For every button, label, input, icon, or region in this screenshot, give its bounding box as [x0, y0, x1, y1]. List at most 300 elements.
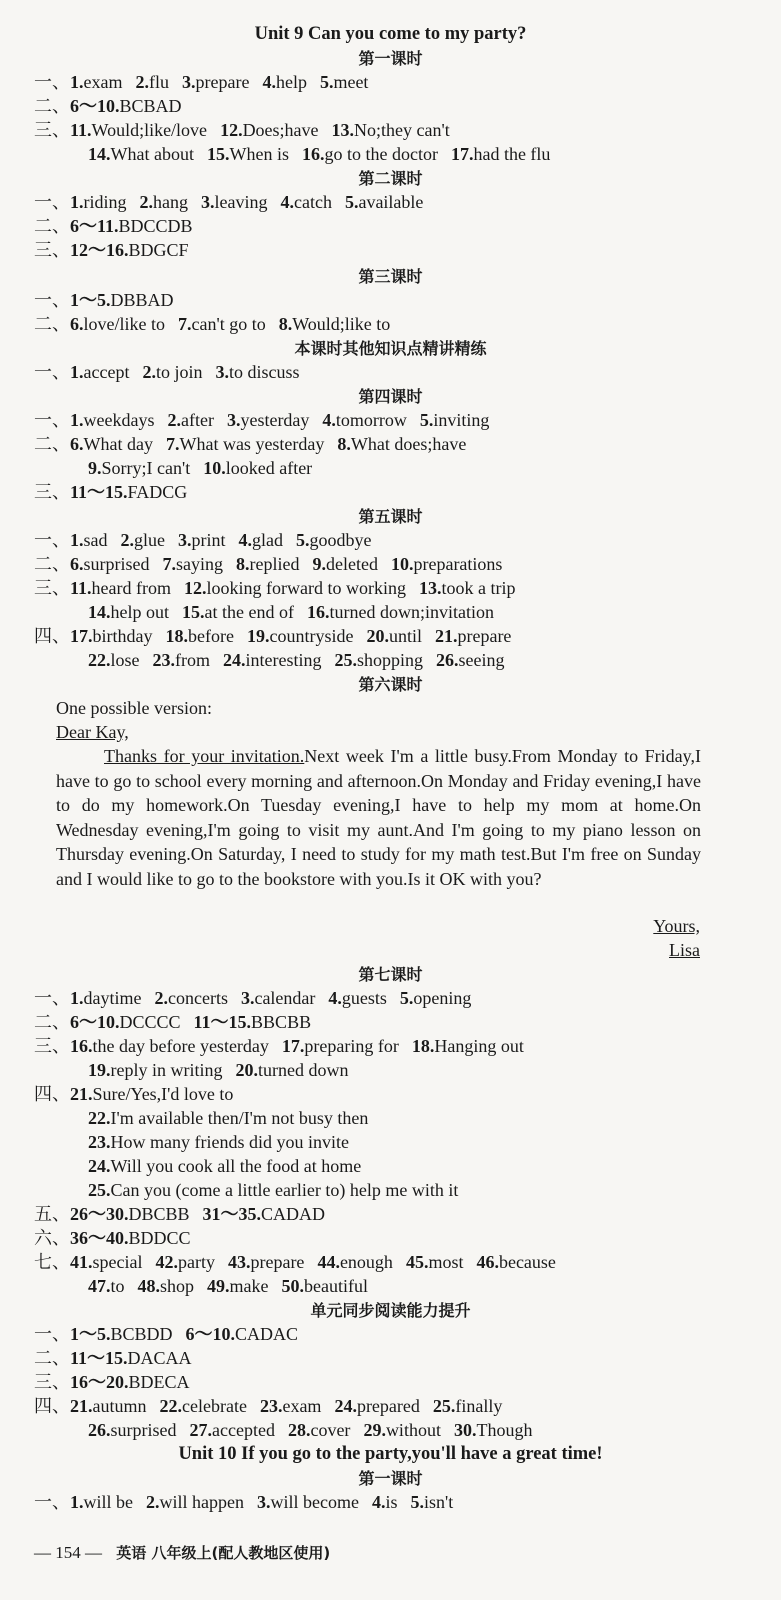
answer-item [236, 552, 299, 576]
answer-item [88, 456, 190, 480]
section-marker: 七、 [34, 1252, 70, 1273]
answer-text: BCBAD [119, 96, 182, 116]
answer-row [34, 1082, 781, 1107]
answer-item [70, 214, 193, 238]
answer-row [88, 600, 781, 624]
question-number: 6～11. [70, 216, 119, 236]
answer-item [135, 70, 169, 94]
answer-row [34, 1250, 781, 1275]
question-number: 46. [476, 1252, 499, 1272]
answer-text: CADAC [235, 1324, 299, 1344]
question-number: 22. [159, 1396, 182, 1416]
answer-item [235, 1058, 348, 1082]
answer-item [207, 142, 289, 166]
unit-10-lesson-1-title: 第一课时 [358, 1469, 423, 1488]
question-number: 20. [235, 1060, 258, 1080]
question-number: 30. [453, 1420, 477, 1440]
answer-text: turned down;invitation [329, 602, 494, 622]
question-number: 44. [317, 1252, 340, 1272]
question-number: 9. [88, 458, 102, 478]
answer-text: finally [455, 1396, 503, 1416]
answer-item [247, 624, 353, 648]
answer-text: to discuss [228, 362, 300, 382]
answer-item [140, 190, 189, 214]
answer-text: is [385, 1492, 398, 1512]
answer-item [257, 1490, 359, 1514]
answer-text: deleted [325, 554, 378, 574]
answer-item [70, 1202, 190, 1226]
answer-item [435, 624, 511, 648]
answer-text: When is [229, 144, 289, 164]
question-number: 2. [120, 530, 134, 550]
answer-text: will become [270, 1492, 359, 1512]
question-number: 22. [88, 650, 111, 670]
answer-item [70, 118, 207, 142]
answer-text: prepare [195, 72, 250, 92]
question-number: 1. [70, 530, 84, 550]
answer-text: heard from [91, 578, 171, 598]
question-number: 13. [331, 120, 355, 140]
question-number: 1. [70, 362, 84, 382]
answer-item [70, 1370, 190, 1394]
answer-item [366, 624, 422, 648]
answer-item [227, 408, 309, 432]
answer-item [436, 648, 504, 672]
answer-row [34, 1226, 781, 1251]
answer-item [241, 986, 315, 1010]
answer-row [34, 70, 781, 95]
answer-text: to join [155, 362, 203, 382]
answer-row [34, 432, 781, 457]
answer-text: go to the doctor [324, 144, 438, 164]
question-number: 43. [227, 1252, 251, 1272]
question-number: 5. [419, 410, 434, 430]
answer-text: riding [83, 192, 127, 212]
section-marker: 三、 [34, 578, 70, 599]
answer-text: Though [476, 1420, 533, 1440]
question-number: 17. [450, 144, 474, 164]
answer-text: glue [134, 530, 165, 550]
question-number: 45. [405, 1252, 429, 1272]
answer-text: prepare [457, 626, 512, 646]
answer-text: make [229, 1276, 269, 1296]
answer-item [146, 1490, 244, 1514]
answer-item [280, 190, 331, 214]
answer-text: sad [83, 530, 108, 550]
answer-text: meet [333, 72, 369, 92]
answer-text: surprised [110, 1420, 177, 1440]
question-number: 21. [70, 1396, 93, 1416]
answer-item [334, 648, 423, 672]
question-number: 25. [432, 1396, 456, 1416]
question-number: 20. [366, 626, 389, 646]
answer-text: will be [83, 1492, 133, 1512]
answer-text: before [188, 626, 234, 646]
section-marker: 三、 [34, 1036, 70, 1057]
unit-9-title: Unit 9 Can you come to my party? [254, 24, 527, 44]
answer-text: What about [110, 144, 194, 164]
answer-row [88, 1418, 781, 1442]
section-marker: 二、 [34, 434, 70, 455]
question-number: 5. [319, 72, 334, 92]
answer-text: countryside [269, 626, 354, 646]
lesson-3-title: 第三课时 [358, 267, 423, 286]
question-number: 23. [259, 1396, 283, 1416]
answer-text: print [191, 530, 226, 550]
extra-practice-title: 本课时其他知识点精讲精练 [294, 339, 487, 358]
section-marker: 三、 [34, 240, 70, 261]
answer-row [34, 576, 781, 601]
unit-10-title: Unit 10 If you go to the party,you'll have a great time! [178, 1444, 603, 1464]
answer-item [163, 552, 224, 576]
question-number: 11. [70, 578, 92, 598]
answer-text: after [180, 410, 214, 430]
question-number: 24. [334, 1396, 357, 1416]
question-number: 12～16. [70, 240, 129, 260]
page-number: — 154 — [34, 1543, 102, 1562]
lesson-1-title: 第一课时 [358, 49, 423, 68]
question-number: 17. [70, 626, 93, 646]
answer-row [34, 1322, 781, 1347]
section-marker: 一、 [34, 988, 70, 1009]
section-marker: 二、 [34, 554, 70, 575]
question-number: 1～5. [70, 1324, 111, 1344]
lesson-7-title: 第七课时 [358, 965, 423, 984]
answer-item [454, 1418, 533, 1442]
answer-item [307, 600, 494, 624]
answer-item [345, 190, 423, 214]
answer-text: Would;like to [292, 314, 391, 334]
question-number: 8. [337, 434, 351, 454]
question-number: 11～15. [70, 1348, 128, 1368]
answer-item [142, 360, 202, 384]
section-marker: 二、 [34, 1348, 70, 1369]
answer-item [201, 190, 267, 214]
question-number: 22. [88, 1108, 111, 1128]
answer-text: enough [339, 1252, 393, 1272]
answer-item [334, 1394, 419, 1418]
answer-text: looking forward to working [206, 578, 406, 598]
question-number: 5. [296, 530, 310, 550]
answer-item [88, 1058, 222, 1082]
question-number: 25. [334, 650, 357, 670]
answer-text: beautiful [304, 1276, 368, 1296]
answer-text: can't go to [191, 314, 266, 334]
answer-row [34, 1034, 781, 1059]
section-marker: 一、 [34, 290, 70, 311]
answer-row [34, 118, 781, 143]
question-number: 14. [88, 144, 111, 164]
reading-section-title: 单元同步阅读能力提升 [310, 1301, 471, 1320]
lesson-5-title: 第五课时 [358, 507, 423, 526]
section-marker: 一、 [34, 362, 70, 383]
question-number: 1. [70, 1492, 84, 1512]
question-number: 42. [155, 1252, 178, 1272]
answer-text: had the flu [473, 144, 551, 164]
answer-item [322, 408, 407, 432]
question-number: 26. [88, 1420, 111, 1440]
answer-text: What does;have [350, 434, 467, 454]
answer-item [70, 1082, 233, 1106]
answer-row [34, 480, 781, 505]
answer-text: shop [160, 1276, 195, 1296]
question-number: 11～15. [70, 482, 128, 502]
question-number: 9. [312, 554, 326, 574]
answer-item [220, 118, 318, 142]
answer-item [337, 432, 466, 456]
answer-text: prepare [250, 1252, 305, 1272]
answer-text: flu [148, 72, 169, 92]
answer-item [262, 70, 307, 94]
question-number: 6～10. [185, 1324, 236, 1344]
answer-row [34, 214, 781, 239]
section-marker: 五、 [34, 1204, 70, 1225]
question-number: 49. [207, 1276, 230, 1296]
question-number: 12. [220, 120, 243, 140]
answer-item [239, 528, 284, 552]
answer-text: accepted [212, 1420, 275, 1440]
answer-text: BDDCC [128, 1228, 191, 1248]
answer-item [406, 1250, 464, 1274]
answer-text: CADAD [261, 1204, 326, 1224]
question-number: 48. [137, 1276, 161, 1296]
question-number: 16～20. [70, 1372, 129, 1392]
answer-item [70, 624, 153, 648]
question-number: 2. [139, 192, 153, 212]
answer-text: shopping [356, 650, 423, 670]
answer-text: BBCBB [251, 1012, 312, 1032]
question-number: 6～10. [70, 96, 120, 116]
answer-item [70, 408, 154, 432]
question-number: 3. [181, 72, 196, 92]
answer-row [88, 1058, 781, 1082]
answer-item [282, 1034, 399, 1058]
question-number: 11～15. [193, 1012, 252, 1032]
question-number: 19. [88, 1060, 111, 1080]
answer-text: surprised [83, 554, 150, 574]
answer-item [88, 1106, 368, 1130]
answer-item [260, 1394, 321, 1418]
answer-text: BDGCF [128, 240, 189, 260]
answer-row [34, 1370, 781, 1395]
question-number: 50. [281, 1276, 305, 1296]
question-number: 23. [152, 650, 175, 670]
answer-item [70, 480, 187, 504]
section-marker: 三、 [34, 120, 70, 141]
question-number: 5. [344, 192, 359, 212]
answer-row [34, 238, 781, 263]
answer-text: birthday [92, 626, 153, 646]
answer-item [312, 552, 377, 576]
answer-row [34, 1394, 781, 1419]
question-number: 19. [246, 626, 270, 646]
question-number: 13. [418, 578, 442, 598]
answer-text: special [92, 1252, 143, 1272]
answer-item [70, 1394, 147, 1418]
answer-item [391, 552, 502, 576]
question-number: 4. [371, 1492, 386, 1512]
answer-text: Would;like/love [91, 120, 208, 140]
answer-item [88, 600, 169, 624]
question-number: 2. [146, 1492, 160, 1512]
section-marker: 一、 [34, 410, 70, 431]
answer-row [88, 1274, 781, 1298]
answer-text: No;they can't [354, 120, 450, 140]
question-number: 16. [306, 602, 330, 622]
answer-item [178, 528, 226, 552]
question-number: 2. [142, 362, 156, 382]
question-number: 4. [322, 410, 336, 430]
question-number: 8. [278, 314, 293, 334]
section-marker: 三、 [34, 482, 70, 503]
answer-text: without [385, 1420, 441, 1440]
answer-item [207, 1274, 268, 1298]
answer-item [88, 1178, 458, 1202]
answer-row [88, 456, 781, 480]
answer-row [34, 528, 781, 553]
answer-item [88, 1130, 349, 1154]
answer-item [88, 142, 194, 166]
section-marker: 一、 [34, 1324, 70, 1345]
answer-text: BDCCDB [118, 216, 193, 236]
answer-item [70, 432, 153, 456]
answer-item [70, 576, 171, 600]
question-number: 3. [201, 192, 215, 212]
question-number: 15. [182, 602, 205, 622]
answer-text: FADCG [127, 482, 188, 502]
letter-signature: Lisa [669, 940, 700, 960]
answer-item [70, 528, 108, 552]
answer-text: exam [282, 1396, 322, 1416]
answer-text: goodbye [309, 530, 372, 550]
answer-item [70, 94, 182, 118]
answer-text: Sorry;I can't [101, 458, 191, 478]
answer-text: glad [252, 530, 283, 550]
answer-text: inviting [433, 410, 490, 430]
answer-item [70, 1346, 192, 1370]
book-subject: 英语 八年级上(配人教地区使用) [116, 1544, 331, 1562]
answer-row [34, 288, 781, 313]
answer-item [88, 1274, 125, 1298]
answer-text: interesting [245, 650, 322, 670]
answer-text: looked after [225, 458, 313, 478]
answer-row [88, 1178, 781, 1202]
answer-text: DCCCC [119, 1012, 181, 1032]
question-number: 41. [70, 1252, 93, 1272]
answer-text: will happen [159, 1492, 244, 1512]
answer-item [320, 70, 368, 94]
answer-row [34, 624, 781, 649]
answer-item [400, 986, 472, 1010]
question-number: 4. [262, 72, 276, 92]
section-marker: 一、 [34, 530, 70, 551]
section-marker: 一、 [34, 1492, 70, 1513]
section-marker: 四、 [34, 1396, 70, 1417]
answer-text: DACAA [127, 1348, 192, 1368]
question-number: 24. [88, 1156, 111, 1176]
answer-text: exam [83, 72, 123, 92]
section-marker: 二、 [34, 96, 70, 117]
answer-item [88, 1154, 361, 1178]
question-number: 8. [236, 554, 250, 574]
answer-item [215, 360, 299, 384]
answer-item [412, 1034, 524, 1058]
section-marker: 四、 [34, 626, 70, 647]
section-marker: 四、 [34, 1084, 70, 1105]
answer-text: hang [153, 192, 188, 212]
answer-row [88, 142, 781, 166]
question-number: 12. [183, 578, 207, 598]
answer-row [88, 1130, 781, 1154]
question-number: 14. [88, 602, 111, 622]
sample-intro: One possible version: [56, 698, 212, 718]
question-number: 3. [226, 410, 241, 430]
answer-text: available [358, 192, 424, 212]
answer-item [70, 552, 150, 576]
answer-text: reply in writing [110, 1060, 223, 1080]
question-number: 2. [167, 410, 181, 430]
answer-item [372, 1490, 398, 1514]
answer-item [190, 1418, 275, 1442]
answer-text: from [175, 650, 210, 670]
answer-text: turned down [257, 1060, 349, 1080]
question-number: 2. [154, 988, 168, 1008]
answer-item [476, 1250, 555, 1274]
answer-item [228, 1250, 304, 1274]
answer-row [34, 1490, 781, 1515]
answer-item [186, 1322, 299, 1346]
answer-item [70, 1250, 142, 1274]
answer-text: Does;have [242, 120, 319, 140]
question-number: 6～10. [70, 1012, 120, 1032]
answer-text: Sure/Yes,I'd love to [92, 1084, 234, 1104]
section-marker: 六、 [34, 1228, 70, 1249]
answer-item [203, 456, 312, 480]
answer-item [160, 1394, 247, 1418]
answer-item [70, 986, 141, 1010]
question-number: 7. [177, 314, 192, 334]
answer-text: DBBAD [110, 290, 174, 310]
question-number: 15. [206, 144, 230, 164]
answer-item [203, 1202, 326, 1226]
answer-item [70, 190, 127, 214]
section-marker: 二、 [34, 1012, 70, 1033]
answer-text: isn't [423, 1492, 454, 1512]
answer-item [70, 1010, 181, 1034]
answer-row [88, 1154, 781, 1178]
answer-item [223, 648, 321, 672]
question-number: 47. [88, 1276, 111, 1296]
answer-item [166, 624, 234, 648]
answer-text: until [388, 626, 422, 646]
answer-text: Hanging out [434, 1036, 524, 1056]
answer-item [70, 70, 122, 94]
answer-item [182, 70, 249, 94]
question-number: 7. [165, 434, 180, 454]
answer-text: love/like to [83, 314, 165, 334]
question-number: 7. [162, 554, 176, 574]
answer-item [70, 1034, 269, 1058]
section-marker: 三、 [34, 1372, 70, 1393]
question-number: 6. [70, 314, 84, 334]
answer-item [70, 1322, 173, 1346]
answer-text: celebrate [182, 1396, 247, 1416]
answer-row [34, 190, 781, 215]
answer-text: tomorrow [335, 410, 407, 430]
answer-item [317, 1250, 393, 1274]
answer-text: Will you cook all the food at home [110, 1156, 362, 1176]
answer-text: autumn [92, 1396, 147, 1416]
